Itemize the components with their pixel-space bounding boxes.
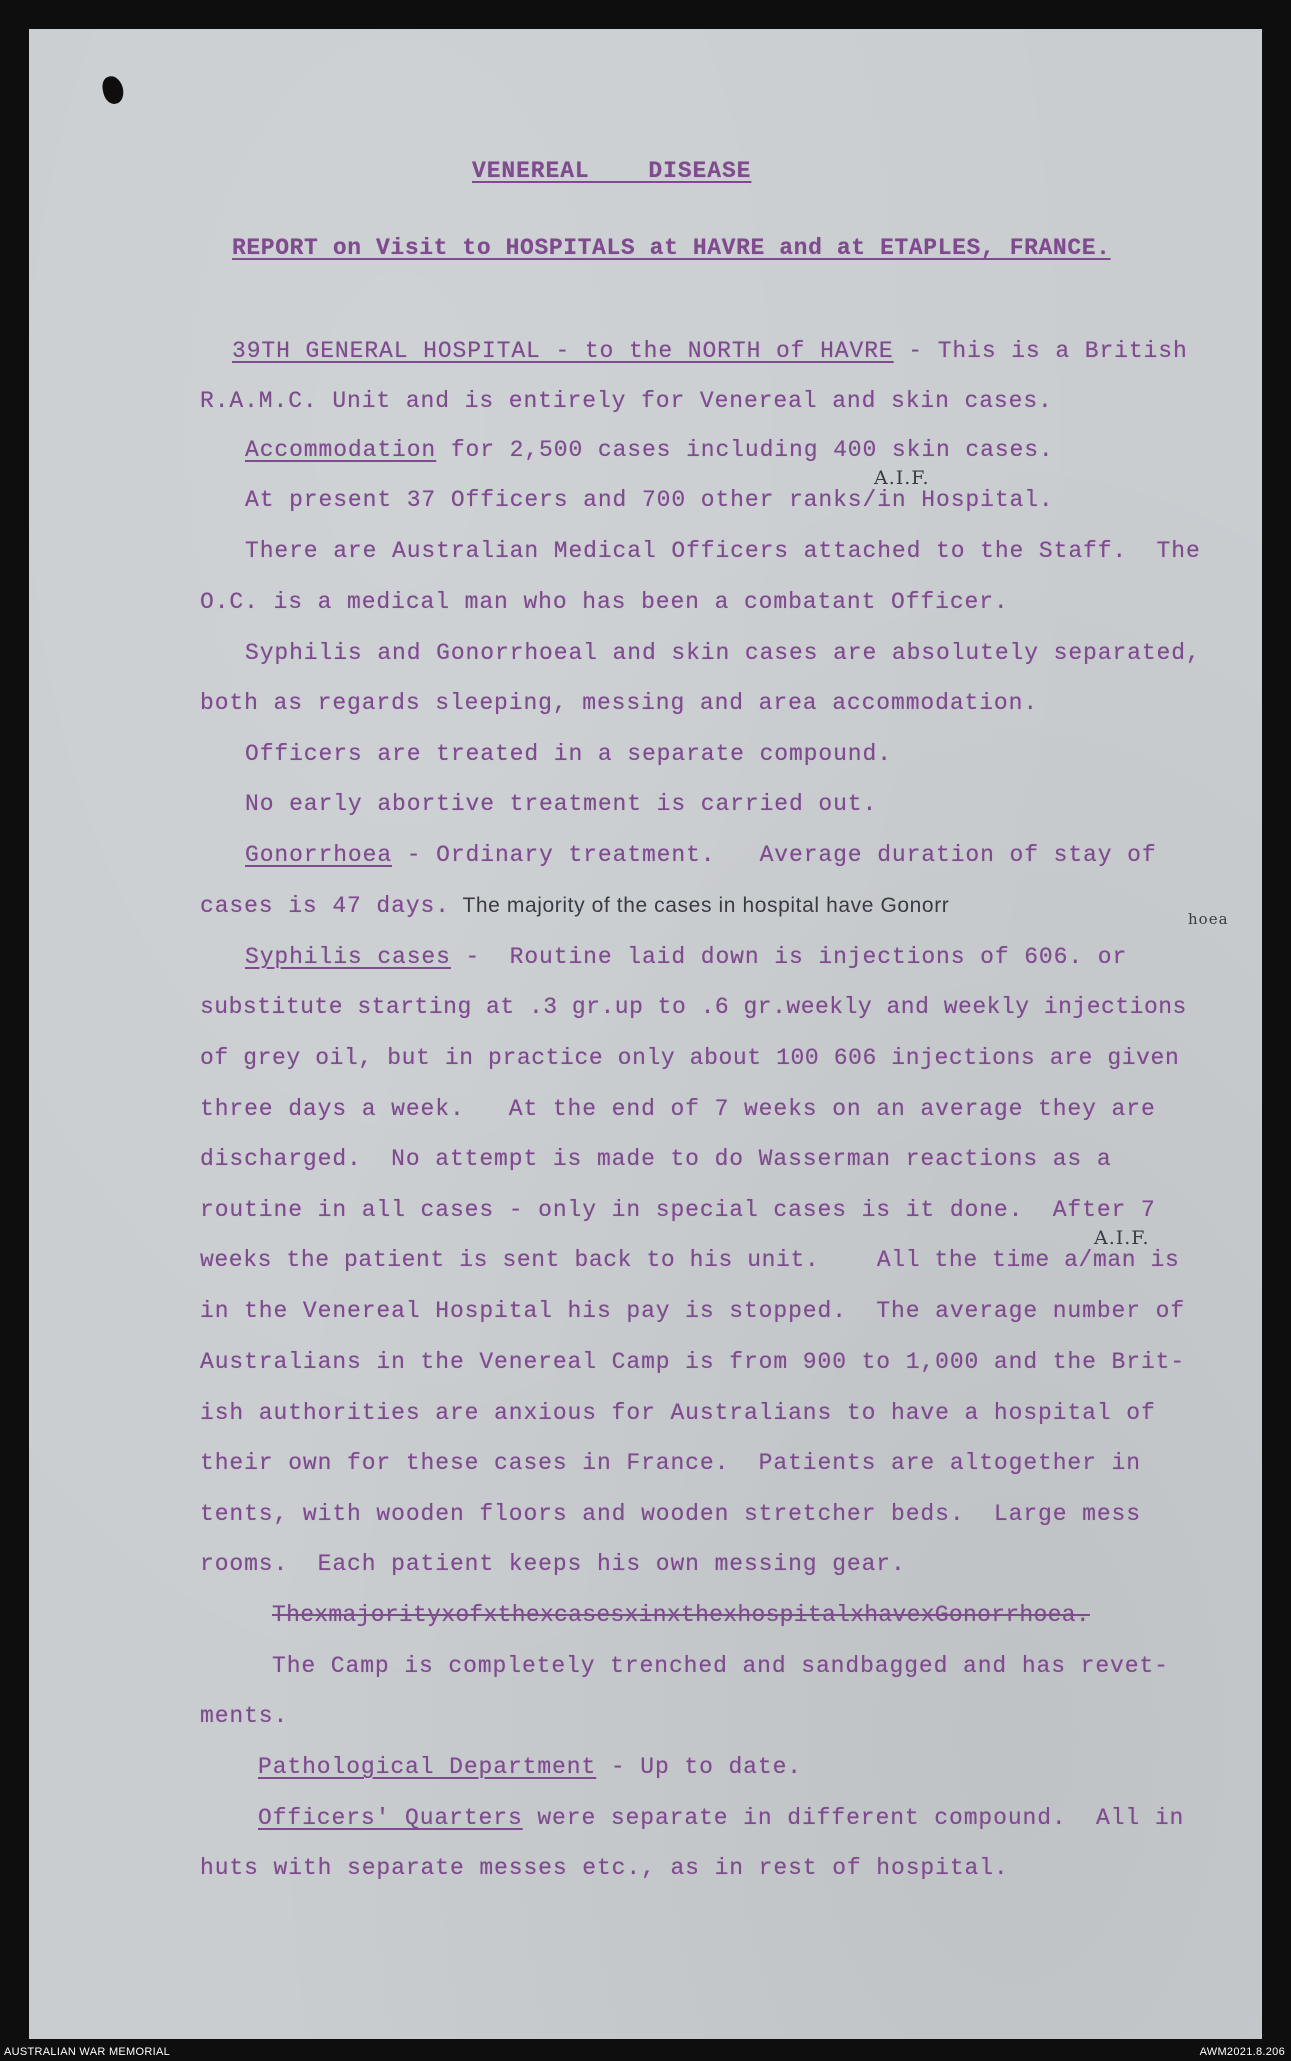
body-line-23: their own for these cases in France. Patients are altogether in <box>200 1450 1141 1476</box>
body-line-10: No early abortive treatment is carried out. <box>245 791 878 817</box>
section-heading: Officers' Quarters <box>258 1805 523 1831</box>
body-line-19: weeks the patient is sent back to his unit. All the time a/man is <box>200 1247 1180 1273</box>
body-line-16: three days a week. At the end of 7 weeks on an average they are <box>200 1096 1156 1122</box>
body-line-11 <box>245 842 1157 868</box>
body-line-1 <box>232 338 1188 364</box>
body-line-9: Officers are treated in a separate compound. <box>245 741 892 767</box>
body-line-22: ish authorities are anxious for Australians to have a hospital of <box>200 1400 1156 1426</box>
line-text: - This is a British <box>893 338 1188 364</box>
section-heading: Pathological Department <box>258 1754 597 1780</box>
handwritten-annotation: A.I.F. <box>874 467 930 489</box>
body-line-29 <box>258 1754 802 1780</box>
line-text: for 2,500 cases including 400 skin cases. <box>436 437 1054 463</box>
body-line-2: R.A.M.C. Unit and is entirely for Venereal and skin cases. <box>200 388 1053 414</box>
body-line-14: substitute starting at .3 gr.up to .6 gr.weekly and weekly injections <box>200 994 1187 1020</box>
line-text: were separate in different compound. All in <box>522 1805 1185 1831</box>
body-line-8: both as regards sleeping, messing and area accommodation. <box>200 690 1039 716</box>
footer-accession-number: AWM2021.8.206 <box>1199 2046 1285 2058</box>
body-line-27: The Camp is completely trenched and sandbagged and has revet- <box>272 1653 1169 1679</box>
body-line-18: routine in all cases - only in special cases is it done. After 7 <box>200 1197 1156 1223</box>
body-line-struck: ThexmajorityxofxthexcasesxinxthexhospitalxhavexGonorrhoea. <box>272 1602 1090 1628</box>
body-line-24: tents, with wooden floors and wooden stretcher beds. Large mess <box>200 1501 1141 1527</box>
section-heading: Gonorrhoea <box>245 842 393 868</box>
section-heading: Accommodation <box>245 437 437 463</box>
body-line-28: ments. <box>200 1703 289 1729</box>
line-text: - Ordinary treatment. Average duration of stay of <box>392 842 1157 868</box>
body-line-3 <box>245 437 1054 463</box>
body-line-12 <box>200 893 949 919</box>
footer-credit: AUSTRALIAN WAR MEMORIAL <box>4 2046 171 2058</box>
body-line-30 <box>258 1805 1184 1831</box>
line-text: - Routine laid down is injections of 606. or <box>450 944 1128 970</box>
body-line-13 <box>245 944 1127 970</box>
body-line-20: in the Venereal Hospital his pay is stopped. The average number of <box>200 1298 1186 1324</box>
section-heading: Syphilis cases <box>245 944 451 970</box>
body-line-7: Syphilis and Gonorrhoeal and skin cases are absolutely separated, <box>245 640 1201 666</box>
handwritten-annotation: hoea <box>1188 910 1229 928</box>
typed-insertion: The majority of the cases in hospital have Gonorr <box>449 894 950 917</box>
body-line-5: There are Australian Medical Officers attached to the Staff. The <box>245 538 1201 564</box>
line-text: - Up to date. <box>596 1754 802 1780</box>
body-line-25: rooms. Each patient keeps his own messing gear. <box>200 1551 906 1577</box>
body-line-17: discharged. No attempt is made to do Wasserman reactions as a <box>200 1146 1112 1172</box>
body-line-15: of grey oil, but in practice only about 100 606 injections are given <box>200 1045 1180 1071</box>
document-page <box>29 29 1262 2039</box>
section-heading: 39TH GENERAL HOSPITAL - to the NORTH of HAVRE <box>232 338 894 364</box>
document-title: VENEREAL DISEASE <box>472 158 752 184</box>
handwritten-annotation: A.I.F. <box>1094 1227 1150 1249</box>
body-line-6: O.C. is a medical man who has been a combatant Officer. <box>200 589 1009 615</box>
body-line-4: At present 37 Officers and 700 other ranks/in Hospital. <box>245 487 1054 513</box>
body-line-31: huts with separate messes etc., as in rest of hospital. <box>200 1855 1009 1881</box>
document-subtitle: REPORT on Visit to HOSPITALS at HAVRE and at ETAPLES, FRANCE. <box>232 235 1111 261</box>
line-text: cases is 47 days. <box>200 893 450 919</box>
body-line-21: Australians in the Venereal Camp is from 900 to 1,000 and the Brit- <box>200 1349 1186 1375</box>
